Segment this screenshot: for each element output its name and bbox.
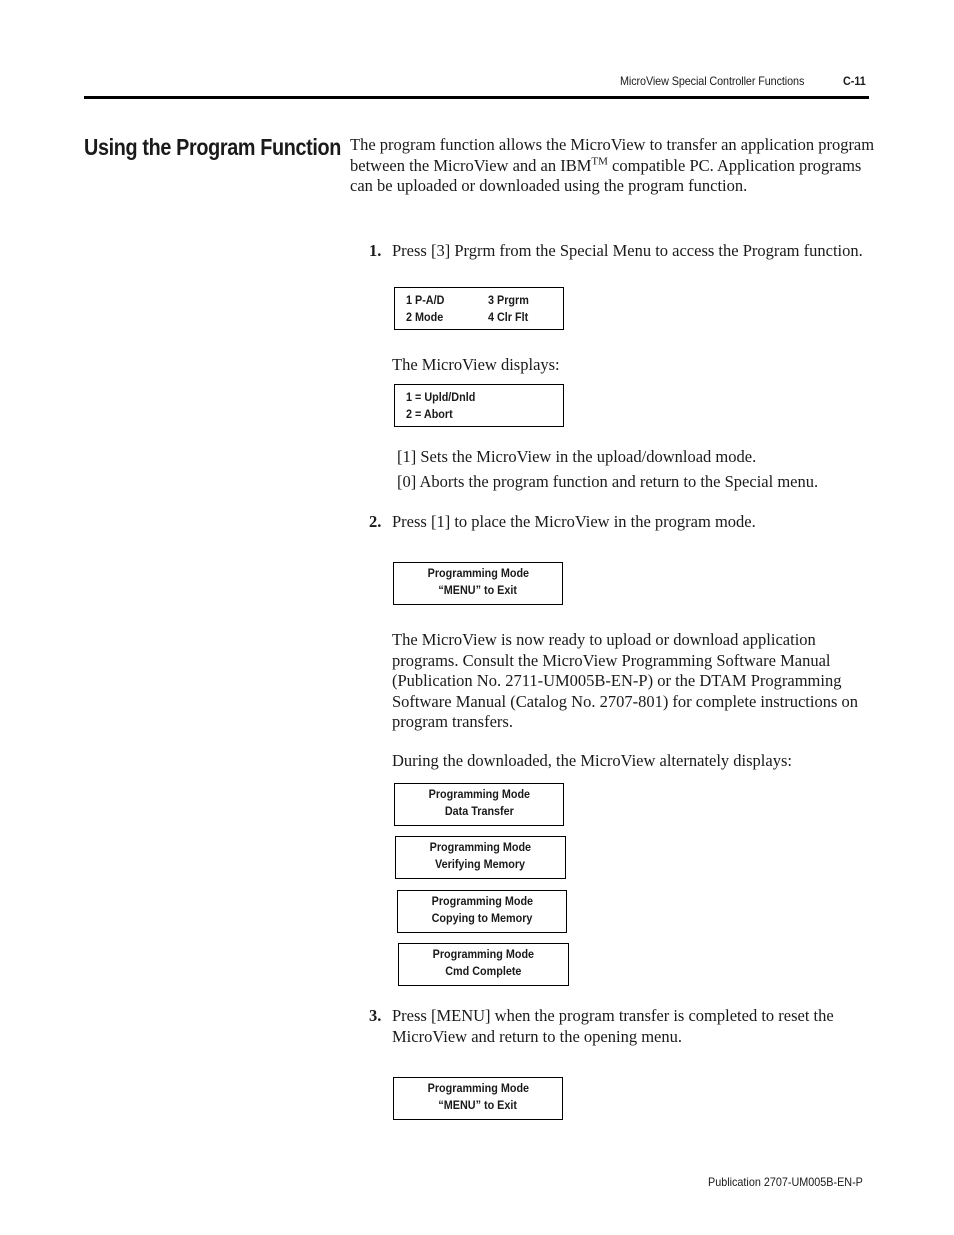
ready-paragraph: The MicroView is now ready to upload or download application programs. Consult the MicroView Programming Software Manual (Publication No. 2711-UM005B-EN-P) or the DTAM Programming Software Manual (Catalog No. 2707-801) for complete instructions on program transfers.	[392, 630, 859, 731]
trademark-mark: TM	[591, 155, 608, 167]
exit-display	[393, 1077, 563, 1120]
step-1-number: 1.	[369, 241, 382, 260]
displays-label: The MicroView displays:	[392, 355, 560, 374]
display-line: Programming Mode	[431, 894, 533, 908]
running-title: MicroView Special Controller Functions	[620, 74, 805, 88]
display-line: 2 = Abort	[406, 407, 453, 421]
page-number: C-11	[843, 74, 866, 88]
display-line: Data Transfer	[444, 804, 514, 818]
display-line: Programming Mode	[427, 566, 529, 580]
alternate-display-copying-to-memory	[397, 890, 567, 933]
publication-footer: Publication 2707-UM005B-EN-P	[708, 1175, 863, 1189]
alternate-display-cmd-complete	[398, 943, 569, 986]
step-3-text: Press [MENU] when the program transfer is completed to reset the MicroView and return to the opening menu.	[392, 1006, 834, 1046]
during-paragraph: During the downloaded, the MicroView alternately displays:	[392, 751, 792, 770]
step-2-number: 2.	[369, 512, 382, 531]
display-line: 2 Mode	[406, 310, 444, 324]
alternate-display-verifying-memory	[395, 836, 566, 879]
upload-download-display	[394, 384, 564, 427]
header-rule	[84, 96, 869, 99]
display-line: Programming Mode	[429, 840, 532, 854]
option-abort: [0] Aborts the program function and return to the Special menu.	[397, 472, 819, 491]
section-title: Using the Program Function	[84, 134, 342, 160]
option-upload: [1] Sets the MicroView in the upload/download mode.	[397, 447, 757, 466]
display-line: 1 = Upld/Dnld	[406, 390, 476, 404]
display-line: Copying to Memory	[431, 911, 533, 925]
alternate-display-data-transfer	[394, 783, 564, 826]
step-2-text: Press [1] to place the MicroView in the program mode.	[392, 512, 756, 531]
display-line: “MENU” to Exit	[438, 583, 518, 597]
special-menu-display	[394, 287, 564, 330]
display-line: Cmd Complete	[445, 964, 522, 978]
step-1-text: Press [3] Prgrm from the Special Menu to access the Program function.	[392, 241, 863, 260]
step-3-number: 3.	[369, 1006, 382, 1025]
display-line: Verifying Memory	[435, 857, 526, 871]
display-line: “MENU” to Exit	[438, 1098, 518, 1112]
display-line: 4 Clr Flt	[488, 310, 529, 324]
display-line: Programming Mode	[432, 947, 535, 961]
intro-paragraph	[350, 135, 880, 197]
display-line: 1 P-A/D	[406, 293, 445, 307]
program-mode-display	[393, 562, 563, 605]
intro-text-2: compatible PC. Application programs can be uploaded or downloaded using the program function.	[350, 155, 862, 195]
display-line: 3 Prgrm	[488, 293, 529, 307]
display-line: Programming Mode	[428, 787, 530, 801]
display-line: Programming Mode	[427, 1081, 529, 1095]
intro-text-1: The program function allows the MicroView to transfer an application program between the MicroView and an IBM	[350, 135, 875, 175]
